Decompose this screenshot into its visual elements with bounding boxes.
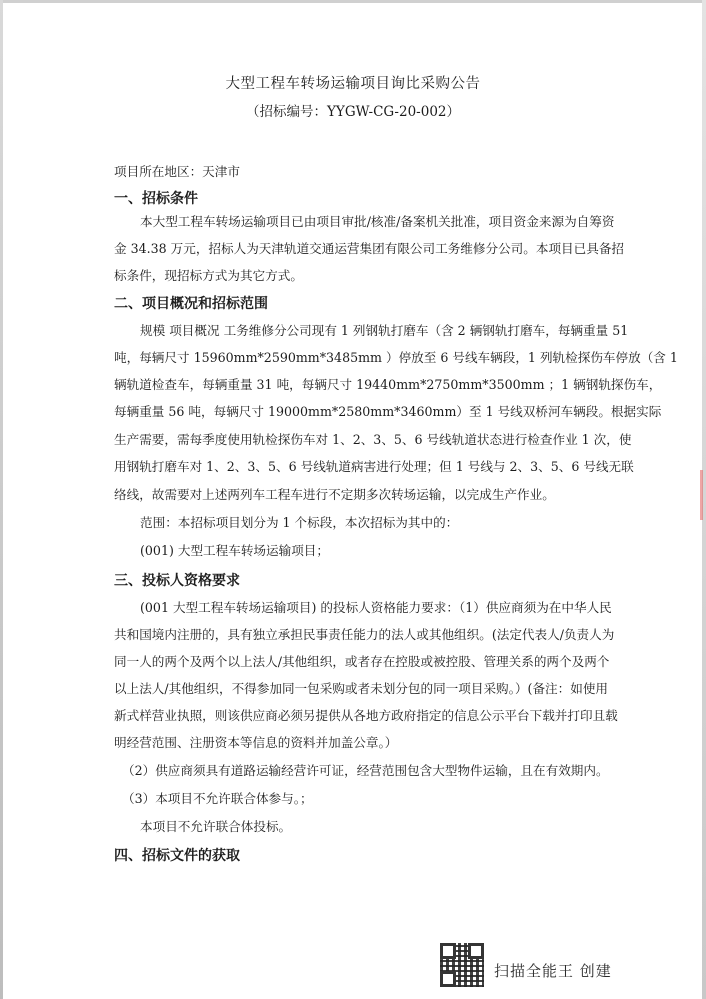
project-region: 项目所在地区：天津市 bbox=[114, 164, 240, 179]
document-title: 大型工程车转场运输项目询比采购公告 bbox=[225, 76, 481, 92]
section-heading-document-acquisition: 四、招标文件的获取 bbox=[114, 848, 240, 864]
scanner-watermark: 扫描全能王 创建 bbox=[494, 962, 612, 980]
paragraph-line: 金 34.38 万元，招标人为天津轨道交通运营集团有限公司工务维修分公司。本项目已具备招 bbox=[114, 241, 625, 256]
paragraph-line: 标条件，现招标方式为其它方式。 bbox=[114, 268, 303, 283]
requirement-line: （2）供应商须具有道路运输经营许可证，经营范围包含大型物件运输，且在有效期内。 bbox=[122, 763, 609, 778]
qr-finder-pattern bbox=[440, 971, 456, 987]
paragraph-line: 每辆重量 56 吨，每辆尺寸 19000mm*2580mm*3460mm）至 1 号线双桥河车辆段。根据实际 bbox=[114, 404, 662, 419]
paragraph-line: 明经营范围、注册资本等信息的资料并加盖公章。） bbox=[114, 735, 398, 750]
requirement-line: （3）本项目不允许联合体参与。； bbox=[122, 791, 313, 806]
paragraph-line: 以上法人/其他组织，不得参加同一包采购或者未划分包的同一项目采购。）(备注：如使用 bbox=[114, 681, 609, 696]
section-heading-qualifications: 三、投标人资格要求 bbox=[114, 573, 240, 589]
paragraph-line: 络线，故需要对上述两列车工程车进行不定期多次转场运输，以完成生产作业。 bbox=[114, 487, 555, 502]
paragraph-line: (001 大型工程车转场运输项目) 的投标人资格能力要求：（1）供应商须为在中华人民 bbox=[140, 600, 612, 615]
paragraph-line: 本大型工程车转场运输项目已由项目审批/核准/备案机关批准，项目资金来源为自筹资 bbox=[140, 214, 615, 229]
section-heading-project-overview: 二、项目概况和招标范围 bbox=[114, 296, 268, 312]
section-heading-bidding-conditions: 一、招标条件 bbox=[114, 191, 198, 207]
consortium-line: 本项目不允许联合体投标。 bbox=[140, 819, 292, 834]
paragraph-line: 用钢轨打磨车对 1、2、3、5、6 号线轨道病害进行处理；但 1 号线与 2、3、5、6 号线无联 bbox=[114, 459, 634, 474]
paragraph-line: 生产需要，需每季度使用轨检探伤车对 1、2、3、5、6 号线轨道状态进行检查作业 1 次，使 bbox=[114, 432, 632, 447]
paragraph-line: 规模 项目概况 工务维修分公司现有 1 列钢轨打磨车（含 2 辆钢轨打磨车，每辆重量 51 bbox=[140, 323, 629, 338]
paragraph-line: 辆轨道检查车，每辆重量 31 吨，每辆尺寸 19440mm*2750mm*3500mm ；1 辆钢轨探伤车， bbox=[114, 377, 662, 392]
paragraph-line: 同一人的两个及两个以上法人/其他组织，或者存在控股或被控股、管理关系的两个及两个 bbox=[114, 654, 610, 669]
paragraph-line: 吨，每辆尺寸 15960mm*2590mm*3485mm ）停放至 6 号线车辆段，1 列轨检探伤车停放（含 1 bbox=[114, 350, 678, 365]
paragraph-line: 新式样营业执照，则该供应商必须另提供从各地方政府指定的信息公示平台下载并打印且载 bbox=[114, 708, 618, 723]
lot-line: (001) 大型工程车转场运输项目； bbox=[140, 543, 329, 558]
scope-line: 范围：本招标项目划分为 1 个标段，本次招标为其中的： bbox=[140, 515, 459, 530]
bid-number: （招标编号：YYGW-CG-20-002） bbox=[246, 104, 460, 120]
qr-code-icon bbox=[440, 943, 484, 987]
paragraph-line: 共和国境内注册的，具有独立承担民事责任能力的法人或其他组织。(法定代表人/负责人为 bbox=[114, 627, 615, 642]
